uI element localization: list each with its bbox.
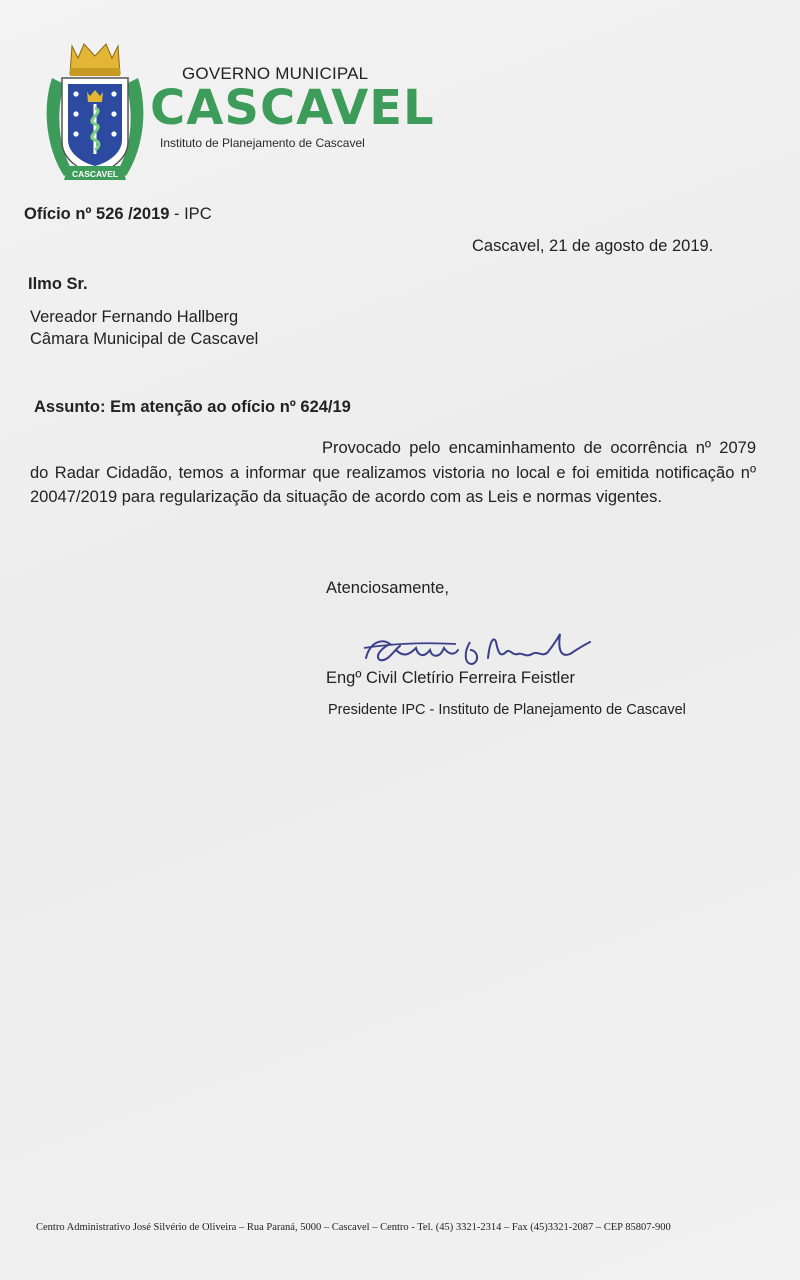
org-name: CASCAVEL — [150, 80, 435, 136]
letterhead — [40, 38, 435, 188]
subject-line: Assunto: Em atenção ao ofício nº 624/19 — [34, 398, 351, 416]
letter-body — [30, 436, 756, 510]
reference-suffix: - IPC — [169, 205, 212, 223]
recipient-org: Câmara Municipal de Cascavel — [30, 330, 259, 348]
signature-icon — [360, 628, 600, 672]
crest-banner-label: CASCAVEL — [71, 169, 119, 179]
signer-title: Presidente IPC - Instituto de Planejamento de Cascavel — [328, 702, 686, 718]
letter-date: Cascavel, 21 de agosto de 2019. — [472, 237, 714, 255]
signer-name: Engº Civil Cletírio Ferreira Feistler — [326, 669, 575, 687]
letter-reference — [24, 205, 212, 224]
city-crest-icon — [40, 38, 150, 188]
org-subtitle: Instituto de Planejamento de Cascavel — [160, 136, 365, 150]
body-text: Provocado pelo encaminhamento de ocorrência nº 2079 do Radar Cidadão, temos a informar que realizamos vistoria no local e foi emitida notificação nº 20047/2019 para regularização da situação de acordo com as Leis e normas vigentes. — [30, 439, 756, 506]
footer-address: Centro Administrativo José Silvério de Oliveira – Rua Paraná, 5000 – Cascavel – Centro - Tel. (45) 3321-2314 – Fax (45)3321-2087 – CEP 85807-900 — [36, 1222, 671, 1233]
reference-number: Ofício nº 526 /2019 — [24, 205, 170, 223]
salutation: Ilmo Sr. — [28, 275, 88, 293]
recipient-name: Vereador Fernando Hallberg — [30, 308, 239, 326]
org-top-line: GOVERNO MUNICIPAL — [182, 64, 369, 83]
closing: Atenciosamente, — [326, 579, 449, 597]
